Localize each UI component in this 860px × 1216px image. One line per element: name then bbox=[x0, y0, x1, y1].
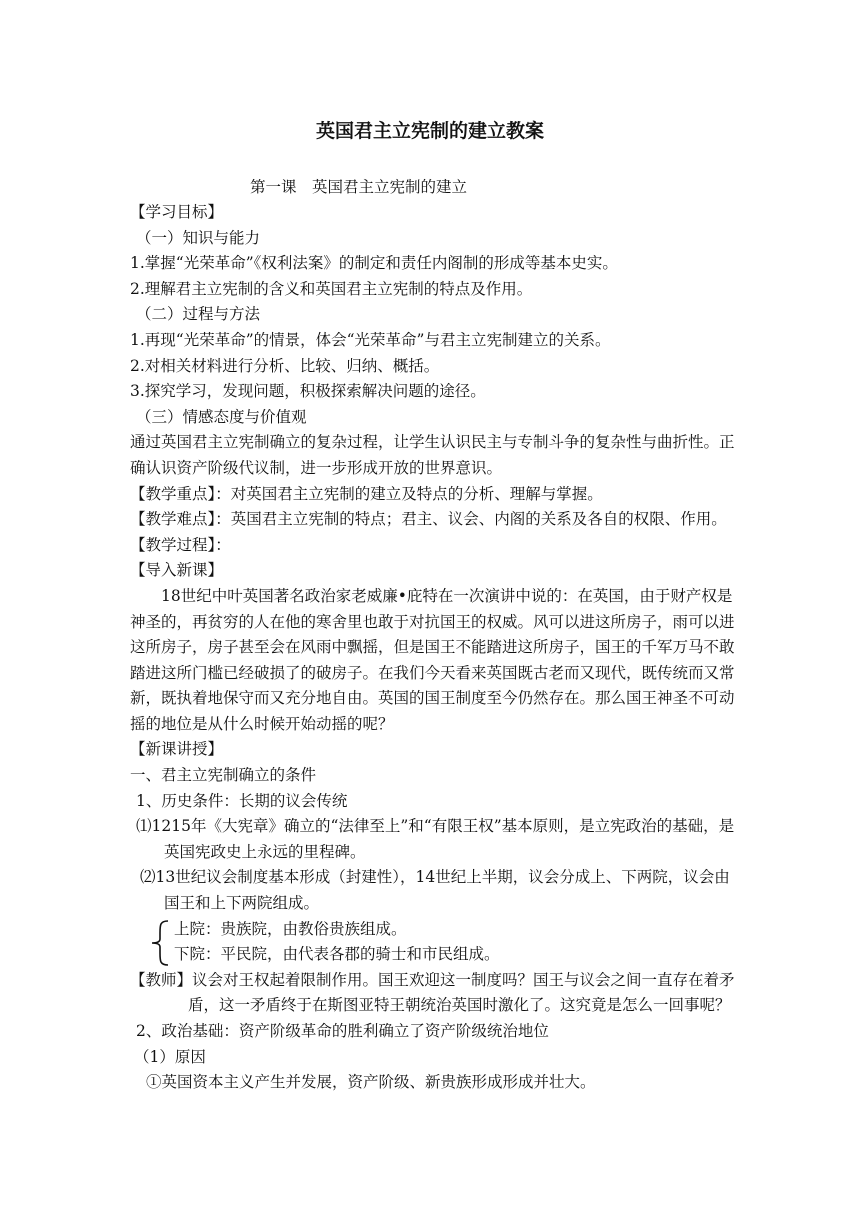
key-point: 【教学重点】：对英国君主立宪制的建立及特点的分析、理解与掌握。 bbox=[130, 484, 603, 503]
upper-house-line: 上院：贵族院，由教俗贵族组成。 bbox=[174, 919, 407, 938]
section-heading: 【新课讲授】 bbox=[130, 740, 224, 759]
teacher-note: 【教师】议会对王权起着限制作用。国王欢迎这一制度吗？国王与议会之间一直存在着矛盾，这一矛盾终于在斯图亚特王朝统治英国时激化了。这究竟是怎么一回事呢？ bbox=[130, 970, 735, 1015]
lower-house-line: 下院：平民院，由代表各郡的骑士和市民组成。 bbox=[174, 945, 500, 964]
text-line: 1.再现“光荣革命”的情景，体会“光荣革命”与君主立宪制建立的关系。 bbox=[130, 330, 611, 349]
document-body bbox=[130, 200, 740, 1096]
text-line: 1、历史条件：长期的议会传统 bbox=[136, 791, 348, 810]
parliament-houses bbox=[130, 917, 740, 968]
section-heading: 【学习目标】 bbox=[130, 203, 224, 221]
sub-heading: （1）原因 bbox=[134, 1047, 206, 1066]
brace-icon bbox=[148, 919, 170, 967]
sub-heading: （二）过程与方法 bbox=[136, 305, 261, 324]
text-line: 2.理解君主立宪制的含义和英国君主立宪制的特点及作用。 bbox=[130, 279, 533, 298]
text-paragraph: ⑴1215年《大宪章》确立的“法律至上”和“有限王权”基本原则，是立宪政治的基础，是英国宪政史上永远的里程碑。 bbox=[136, 817, 735, 861]
text-line: 一、君主立宪制确立的条件 bbox=[130, 766, 317, 785]
difficult-point: 【教学难点】：英国君主立宪制的特点；君主、议会、内阁的关系及各自的权限、作用。 bbox=[130, 510, 727, 529]
lesson-subtitle: 第一课 英国君主立宪制的建立 bbox=[250, 178, 468, 196]
text-line: 2.对相关材料进行分析、比较、归纳、概括。 bbox=[130, 356, 440, 375]
text-paragraph: ⑵13世纪议会制度基本形成（封建性），14世纪上半期，议会分成上、下两院，议会由国王和上下两院组成。 bbox=[140, 868, 730, 913]
intro-paragraph: 18世纪中叶英国著名政治家老威廉•庇特在一次演讲中说的：在英国，由于财产权是神圣的，再贫穷的人在他的寒舍里也敢于对抗国王的权威。风可以进这所房子，雨可以进这所房子，房子甚至会在风雨中飘摇，但是国王不能踏进这所房子，国王的千军万马不敢踏进这所门槛已经破损了的破房子。在我们今天看来英国既古老而又现代，既传统而又常新，既执着地保守而又充分地自由。英国的国王制度至今仍然存在。那么国王神圣不可动摇的地位是从什么时候开始动摇的呢？ bbox=[130, 586, 735, 733]
section-heading: 【教学过程】： bbox=[130, 535, 231, 554]
text-line: 3.探究学习，发现问题，积极探索解决问题的途径。 bbox=[130, 382, 486, 401]
sub-heading: （一）知识与能力 bbox=[136, 228, 261, 247]
text-line: ①英国资本主义产生并发展，资产阶级、新贵族形成形成并壮大。 bbox=[146, 1073, 596, 1092]
document-title: 英国君主立宪制的建立教案 bbox=[315, 120, 544, 142]
text-line: 2、政治基础：资产阶级革命的胜利确立了资产阶级统治地位 bbox=[136, 1022, 549, 1040]
sub-heading: （三）情感态度与价值观 bbox=[136, 407, 307, 426]
section-heading: 【导入新课】 bbox=[130, 561, 224, 580]
text-line: 1.掌握“光荣革命”《权利法案》的制定和责任内阁制的形成等基本史实。 bbox=[130, 254, 618, 273]
text-paragraph: 通过英国君主立宪制确立的复杂过程，让学生认识民主与专制斗争的复杂性与曲折性。正确认识资产阶级代议制，进一步形成开放的世界意识。 bbox=[130, 433, 735, 477]
